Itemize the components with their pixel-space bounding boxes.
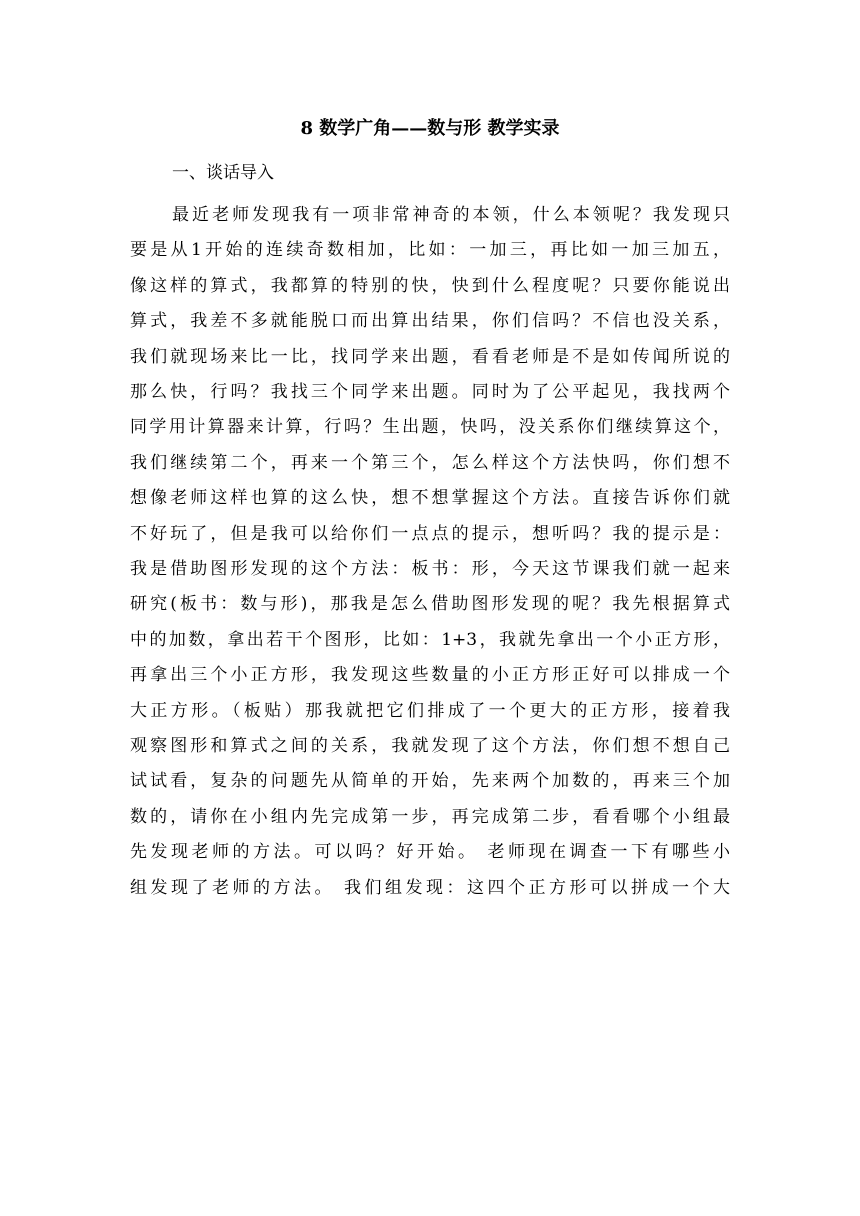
paragraph-line: 观察图形和算式之间的关系，我就发现了这个方法，你们想不想自己 xyxy=(130,736,730,756)
paragraph-line: 大正方形。（板贴）那我就把它们排成了一个更大的正方形，接着我 xyxy=(130,700,730,721)
paragraph-line: 像这样的算式，我都算的特别的快，快到什么程度呢？只要你能说出 xyxy=(130,275,730,296)
paragraph-line: 我们就现场来比一比，找同学来出题，看看老师是不是如传闻所说的 xyxy=(130,346,730,367)
paragraph-line: 数的，请你在小组内先完成第一步，再完成第二步，看看哪个小组最 xyxy=(130,806,730,827)
paragraph-line: 最近老师发现我有一项非常神奇的本领，什么本领呢？我发现只 xyxy=(172,205,730,225)
paragraph-line: 想像老师这样也算的这么快，想不想掌握这个方法。直接告诉你们就 xyxy=(130,488,730,509)
paragraph-line: 算式，我差不多就能脱口而出算出结果，你们信吗？不信也没关系， xyxy=(130,311,730,332)
paragraph-line: 研究(板书：数与形)，那我是怎么借助图形发现的呢？我先根据算式 xyxy=(130,594,730,615)
paragraph-line: 先发现老师的方法。可以吗？好开始。 老师现在调查一下有哪些小 xyxy=(130,842,730,863)
section-heading: 一、谈话导入 xyxy=(172,163,274,183)
document-title: 8 数学广角——数与形 教学实录 xyxy=(300,118,560,139)
paragraph-line: 试试看，复杂的问题先从简单的开始，先来两个加数的，再来三个加 xyxy=(130,771,730,792)
paragraph-line: 不好玩了，但是我可以给你们一点点的提示，想听吗？我的提示是： xyxy=(130,523,730,544)
paragraph-line: 同学用计算器来计算，行吗？生出题，快吗，没关系你们继续算这个， xyxy=(130,417,730,438)
paragraph-line: 中的加数，拿出若干个图形，比如：1+3，我就先拿出一个小正方形， xyxy=(130,629,730,650)
paragraph-line: 再拿出三个小正方形，我发现这些数量的小正方形正好可以排成一个 xyxy=(130,665,730,686)
paragraph-line: 组发现了老师的方法。 我们组发现：这四个正方形可以拼成一个大 xyxy=(130,877,730,898)
paragraph-line: 要是从1开始的连续奇数相加，比如：一加三，再比如一加三加五， xyxy=(130,240,730,261)
paragraph-line: 我是借助图形发现的这个方法：板书：形，今天这节课我们就一起来 xyxy=(130,559,730,579)
paragraph-line: 我们继续第二个，再来一个第三个，怎么样这个方法快吗，你们想不 xyxy=(130,452,730,473)
paragraph-line: 那么快，行吗？我找三个同学来出题。同时为了公平起见，我找两个 xyxy=(130,382,730,402)
